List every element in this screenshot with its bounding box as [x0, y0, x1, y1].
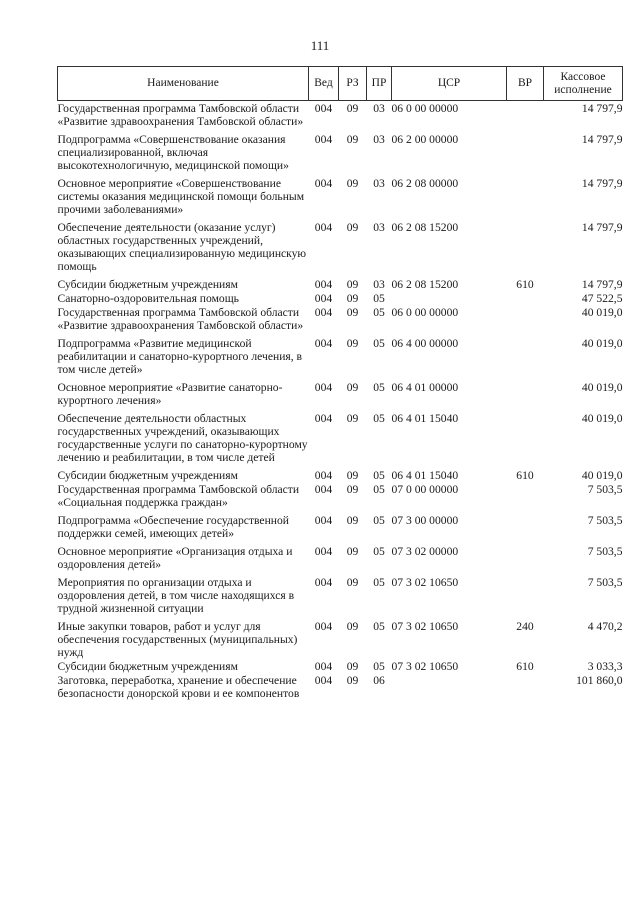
- row-name: Государственная программа Тамбовской области «Развитие здравоохранения Тамбовской области»: [57, 306, 304, 332]
- row-pr: 03: [373, 221, 385, 234]
- table-row: [58, 221, 623, 278]
- row-sum: 7 503,5: [587, 514, 623, 527]
- row-csr: [392, 674, 507, 705]
- table-row: [58, 483, 623, 514]
- row-vr: 610: [516, 660, 534, 673]
- row-vr: 610: [516, 278, 534, 291]
- row-name: Иные закупки товаров, работ и услуг для обеспечения государственных (муниципальных) нужд: [57, 620, 298, 659]
- row-ved: 004: [314, 102, 333, 115]
- row-rz: 09: [346, 412, 359, 425]
- row-name: Санаторно-оздоровительная помощь: [57, 292, 239, 305]
- row-rz: 09: [346, 278, 359, 291]
- row-name: Государственная программа Тамбовской области «Развитие здравоохранения Тамбовской области»: [57, 102, 304, 128]
- table-row: [58, 545, 623, 576]
- row-pr: 05: [373, 660, 385, 673]
- row-rz: 09: [346, 306, 359, 319]
- row-name: Заготовка, переработка, хранение и обеспечение безопасности донорской крови и ее компонентов: [57, 674, 300, 700]
- budget-execution-table: [57, 66, 623, 705]
- row-csr: 07 3 02 10650: [391, 576, 459, 589]
- row-csr: 06 0 00 00000: [391, 102, 459, 115]
- table-row: [58, 101, 623, 134]
- row-vr: [507, 576, 544, 620]
- row-vr: [507, 177, 544, 221]
- table-row: [58, 660, 623, 674]
- row-name: Основное мероприятие «Развитие санаторно-курортного лечения»: [57, 381, 283, 407]
- row-sum: 14 797,9: [581, 133, 623, 146]
- row-ved: 004: [314, 412, 333, 425]
- table-row: [58, 278, 623, 292]
- row-name: Основное мероприятие «Организация отдыха и оздоровления детей»: [57, 545, 293, 571]
- row-name: Подпрограмма «Развитие медицинской реабилитации и санаторно-курортного лечения, в том числе детей»: [57, 337, 303, 376]
- table-row: [58, 306, 623, 337]
- row-csr: 07 3 02 10650: [391, 660, 459, 673]
- row-pr: 05: [373, 306, 385, 319]
- row-sum: 40 019,0: [581, 412, 623, 425]
- row-sum: 40 019,0: [581, 306, 623, 319]
- row-ved: 004: [314, 221, 333, 234]
- row-vr: [507, 292, 544, 306]
- row-sum: 3 033,3: [587, 660, 623, 673]
- row-sum: 47 522,5: [581, 292, 623, 305]
- row-rz: 09: [346, 660, 359, 673]
- row-ved: 004: [314, 483, 333, 496]
- row-pr: 05: [373, 620, 385, 633]
- row-pr: 05: [373, 412, 385, 425]
- row-ved: 004: [314, 306, 333, 319]
- row-pr: 05: [373, 469, 385, 482]
- row-csr: 06 2 08 15200: [391, 278, 459, 291]
- row-pr: 03: [373, 177, 385, 190]
- header-vr: ВР: [507, 67, 544, 101]
- row-name: Обеспечение деятельности (оказание услуг) областных государственных учреждений, оказывающих специализированную медицинскую помощь: [57, 221, 307, 273]
- row-rz: 09: [346, 221, 359, 234]
- row-ved: 004: [314, 177, 333, 190]
- table-row: [58, 292, 623, 306]
- row-ved: 004: [314, 545, 333, 558]
- row-vr: [507, 412, 544, 469]
- row-csr: 07 3 00 00000: [391, 514, 459, 527]
- row-ved: 004: [314, 133, 333, 146]
- row-ved: 004: [314, 660, 333, 673]
- row-sum: 40 019,0: [581, 337, 623, 350]
- row-csr: 06 4 01 00000: [391, 381, 459, 394]
- row-name: Субсидии бюджетным учреждениям: [57, 469, 238, 482]
- row-name: Субсидии бюджетным учреждениям: [57, 278, 238, 291]
- row-rz: 09: [346, 337, 359, 350]
- table-row: [58, 177, 623, 221]
- row-pr: 05: [373, 545, 385, 558]
- row-vr: [507, 483, 544, 514]
- row-csr: 06 2 00 00000: [391, 133, 459, 146]
- row-sum: 14 797,9: [581, 278, 623, 291]
- table-body: [58, 101, 623, 706]
- row-sum: 14 797,9: [581, 177, 623, 190]
- row-pr: 05: [373, 337, 385, 350]
- row-ved: 004: [314, 469, 333, 482]
- row-pr: 05: [373, 576, 385, 589]
- row-pr: 06: [373, 674, 385, 687]
- row-name: Подпрограмма «Совершенствование оказания специализированной, включая высокотехнологичную, медицинской помощи»: [57, 133, 289, 172]
- row-name: Субсидии бюджетным учреждениям: [57, 660, 238, 673]
- row-rz: 09: [346, 381, 359, 394]
- row-csr: [392, 292, 507, 306]
- row-pr: 05: [373, 514, 385, 527]
- row-rz: 09: [346, 102, 359, 115]
- row-vr: [507, 337, 544, 381]
- row-name: Мероприятия по организации отдыха и оздоровления детей, в том числе находящихся в трудной жизненной ситуации: [57, 576, 295, 615]
- table-row: [58, 381, 623, 412]
- header-csr: ЦСР: [392, 67, 507, 101]
- table-row: [58, 674, 623, 705]
- row-vr: [507, 674, 544, 705]
- row-csr: 06 4 00 00000: [391, 337, 459, 350]
- row-csr: 07 3 02 00000: [391, 545, 459, 558]
- row-rz: 09: [346, 469, 359, 482]
- row-rz: 09: [346, 514, 359, 527]
- table-row: [58, 620, 623, 660]
- row-vr: [507, 101, 544, 134]
- row-vr: [507, 306, 544, 337]
- row-vr: [507, 545, 544, 576]
- row-ved: 004: [314, 337, 333, 350]
- row-sum: 40 019,0: [581, 469, 623, 482]
- table-row: [58, 412, 623, 469]
- row-csr: 07 3 02 10650: [391, 620, 459, 633]
- row-pr: 03: [373, 133, 385, 146]
- row-rz: 09: [346, 674, 359, 687]
- row-vr: 240: [516, 620, 534, 633]
- row-pr: 05: [373, 292, 385, 305]
- row-rz: 09: [346, 545, 359, 558]
- row-csr: 06 2 08 15200: [391, 221, 459, 234]
- row-name: Основное мероприятие «Совершенствование системы оказания медицинской помощи больным прочими заболеваниями»: [57, 177, 305, 216]
- row-ved: 004: [314, 381, 333, 394]
- row-csr: 06 4 01 15040: [391, 412, 459, 425]
- row-csr: 06 0 00 00000: [391, 306, 459, 319]
- row-pr: 03: [373, 278, 385, 291]
- row-rz: 09: [346, 177, 359, 190]
- row-name: Государственная программа Тамбовской области «Социальная поддержка граждан»: [57, 483, 300, 509]
- row-ved: 004: [314, 620, 333, 633]
- table-row: [58, 133, 623, 177]
- row-rz: 09: [346, 620, 359, 633]
- row-csr: 06 4 01 15040: [391, 469, 459, 482]
- row-ved: 004: [314, 576, 333, 589]
- row-vr: [507, 221, 544, 278]
- table-row: [58, 337, 623, 381]
- header-pr: ПР: [367, 67, 392, 101]
- header-ved: Вед: [309, 67, 339, 101]
- row-ved: 004: [314, 292, 333, 305]
- table-row: [58, 514, 623, 545]
- header-rz: РЗ: [339, 67, 367, 101]
- row-vr: [507, 133, 544, 177]
- row-sum: 14 797,9: [581, 221, 623, 234]
- row-vr: [507, 514, 544, 545]
- header-name: Наименование: [58, 67, 309, 101]
- row-vr: [507, 381, 544, 412]
- table-row: [58, 469, 623, 483]
- row-sum: 4 470,2: [587, 620, 623, 633]
- row-sum: 14 797,9: [581, 102, 623, 115]
- row-pr: 05: [373, 381, 385, 394]
- row-rz: 09: [346, 292, 359, 305]
- header-sum: Кассовое исполнение: [544, 67, 623, 101]
- row-name: Подпрограмма «Обеспечение государственной поддержки семей, имеющих детей»: [57, 514, 289, 540]
- page-number: 111: [310, 38, 330, 53]
- row-sum: 7 503,5: [587, 483, 623, 496]
- row-rz: 09: [346, 133, 359, 146]
- row-pr: 03: [373, 102, 385, 115]
- table-row: [58, 576, 623, 620]
- row-name: Обеспечение деятельности областных государственных учреждений, оказывающих государственные услуги по санаторно-курортному лечению и реабилитации, в том числе детей: [57, 412, 308, 464]
- row-csr: 07 0 00 00000: [391, 483, 459, 496]
- row-vr: 610: [516, 469, 534, 482]
- row-ved: 004: [314, 674, 333, 687]
- row-sum: 7 503,5: [587, 576, 623, 589]
- row-sum: 7 503,5: [587, 545, 623, 558]
- row-rz: 09: [346, 576, 359, 589]
- row-ved: 004: [314, 278, 333, 291]
- row-ved: 004: [314, 514, 333, 527]
- row-csr: 06 2 08 00000: [391, 177, 459, 190]
- table-header-row: [58, 67, 623, 101]
- row-sum: 101 860,0: [576, 674, 623, 687]
- row-sum: 40 019,0: [581, 381, 623, 394]
- row-pr: 05: [373, 483, 385, 496]
- row-rz: 09: [346, 483, 359, 496]
